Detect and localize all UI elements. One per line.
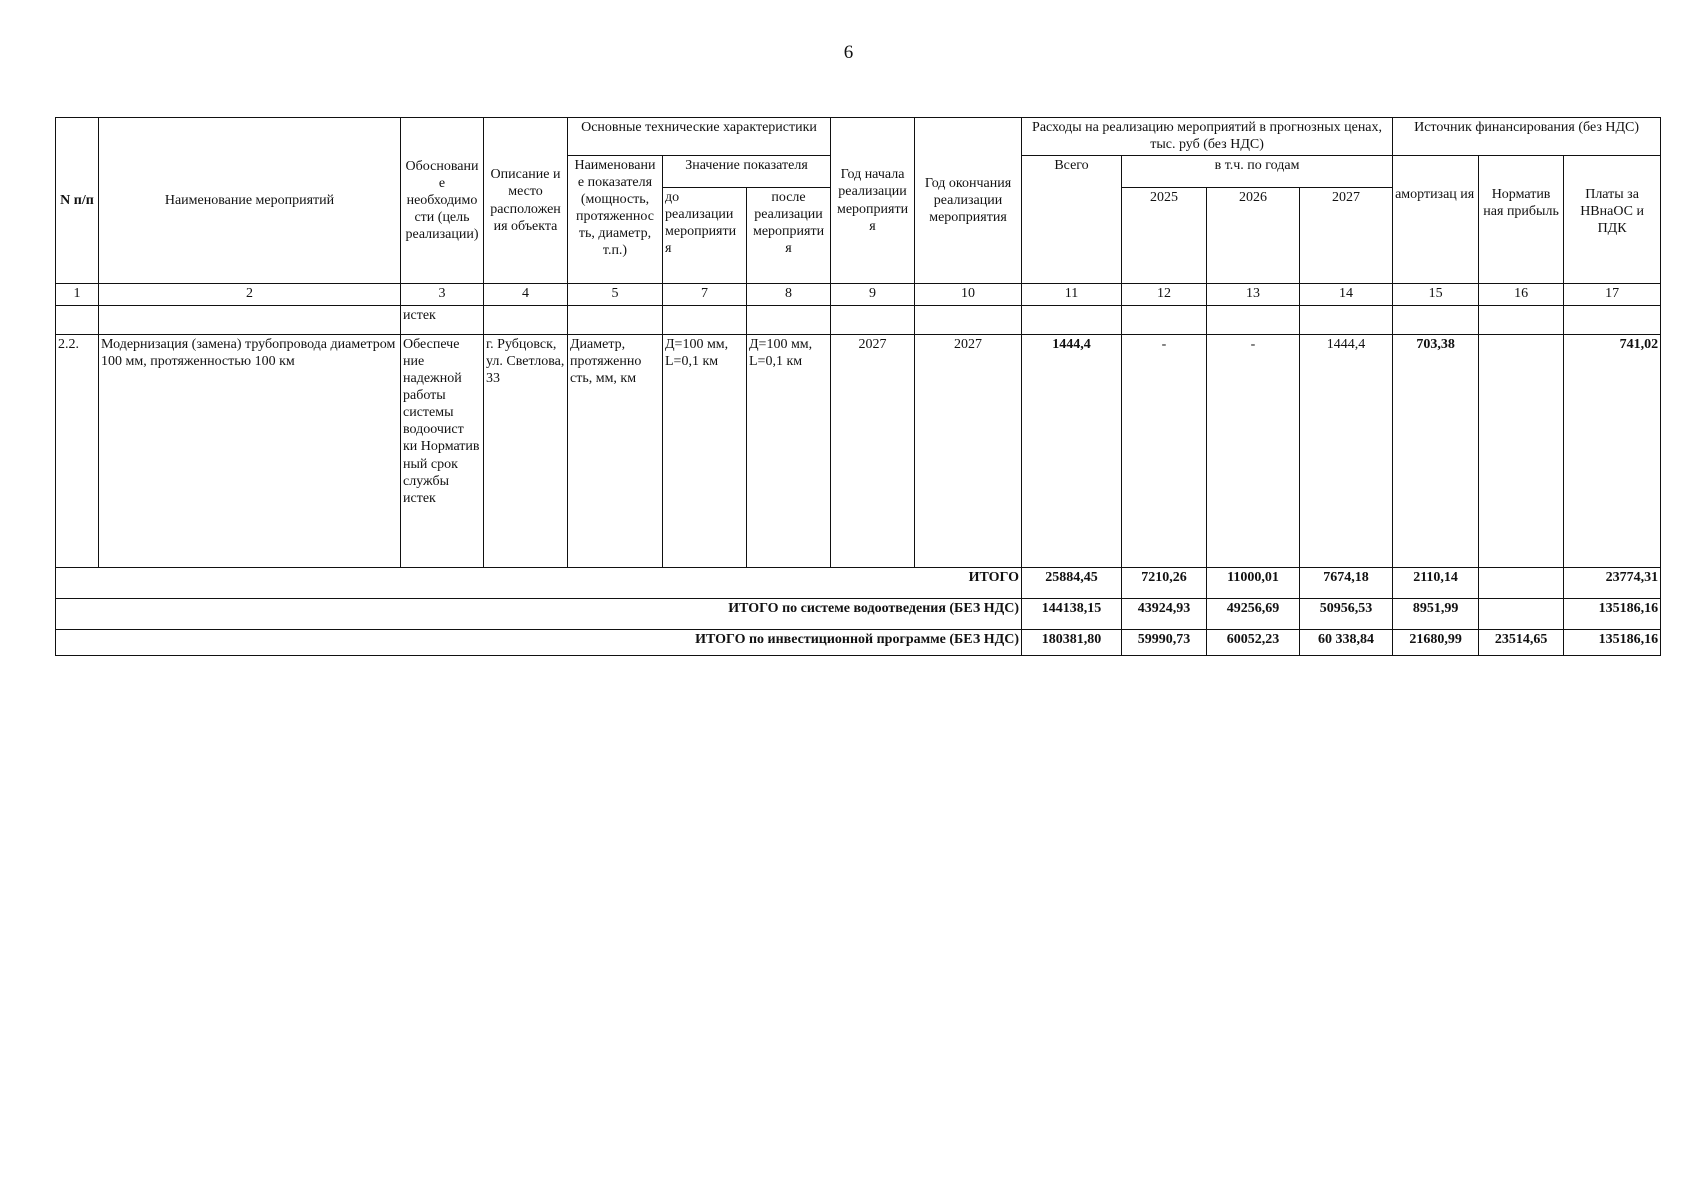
header-costs-group: Расходы на реализацию мероприятий в прогнозных ценах, тыс. руб (без НДС) <box>1022 118 1393 156</box>
header-after: после реализации мероприяти я <box>747 188 831 284</box>
row-justification: Обеспече ние надежной работы системы водоочист ки Норматив ный срок службы истек <box>401 335 484 568</box>
header-normative-profit: Норматив ная прибыль <box>1479 156 1564 284</box>
total-2025: 59990,73 <box>1122 630 1207 656</box>
header-total: Всего <box>1022 156 1122 284</box>
header-fees: Платы за НВнаОС и ПДК <box>1564 156 1661 284</box>
column-number: 8 <box>747 284 831 306</box>
column-number: 17 <box>1564 284 1661 306</box>
row-normative-profit <box>1479 335 1564 568</box>
column-number: 10 <box>915 284 1022 306</box>
total-normative-profit <box>1479 568 1564 599</box>
header-indicator-name: Наименовани е показателя (мощность, протяженнос ть, диаметр, т.п.) <box>568 156 663 284</box>
header-location: Описание и место расположен ия объекта <box>484 118 568 284</box>
header-by-years: в т.ч. по годам <box>1122 156 1393 188</box>
column-number: 9 <box>831 284 915 306</box>
row-indicator-name: Диаметр, протяженно сть, мм, км <box>568 335 663 568</box>
page-number: 6 <box>843 42 854 63</box>
column-number: 12 <box>1122 284 1207 306</box>
total-row-program <box>56 630 1661 656</box>
total-normative-profit: 23514,65 <box>1479 630 1564 656</box>
row-total: 1444,4 <box>1022 335 1122 568</box>
column-number: 5 <box>568 284 663 306</box>
total-2026: 11000,01 <box>1207 568 1300 599</box>
total-2026: 49256,69 <box>1207 599 1300 630</box>
column-number: 4 <box>484 284 568 306</box>
row-amortization: 703,38 <box>1393 335 1479 568</box>
header-n: N п/п <box>56 118 99 284</box>
total-2027: 7674,18 <box>1300 568 1393 599</box>
header-tech-group: Основные технические характеристики <box>568 118 831 156</box>
total-row-wastewater <box>56 599 1661 630</box>
header-justification: Обосновани е необходимо сти (цель реализации) <box>401 118 484 284</box>
column-number: 7 <box>663 284 747 306</box>
continuation-justification: истек <box>401 306 484 335</box>
header-row-1 <box>56 118 1661 156</box>
header-before: до реализации мероприяти я <box>663 188 747 284</box>
total-amortization: 21680,99 <box>1393 630 1479 656</box>
row-2026: - <box>1207 335 1300 568</box>
header-2026: 2026 <box>1207 188 1300 284</box>
total-row <box>56 568 1661 599</box>
row-2027: 1444,4 <box>1300 335 1393 568</box>
row-year-start: 2027 <box>831 335 915 568</box>
total-fees: 135186,16 <box>1564 599 1661 630</box>
row-fees: 741,02 <box>1564 335 1661 568</box>
total-fees: 23774,31 <box>1564 568 1661 599</box>
continuation-row <box>56 306 1661 335</box>
column-number: 14 <box>1300 284 1393 306</box>
total-amortization: 2110,14 <box>1393 568 1479 599</box>
total-2027: 50956,53 <box>1300 599 1393 630</box>
header-year-start: Год начала реализации мероприяти я <box>831 118 915 284</box>
total-2026: 60052,23 <box>1207 630 1300 656</box>
row-location: г. Рубцовск, ул. Светлова, 33 <box>484 335 568 568</box>
total-2025: 43924,93 <box>1122 599 1207 630</box>
total-label: ИТОГО по инвестиционной программе (БЕЗ НДС) <box>56 630 1022 656</box>
header-name: Наименование мероприятий <box>99 118 401 284</box>
total-2025: 7210,26 <box>1122 568 1207 599</box>
total-fees: 135186,16 <box>1564 630 1661 656</box>
header-amortization: амортизац ия <box>1393 156 1479 284</box>
column-number: 3 <box>401 284 484 306</box>
row-after: Д=100 мм, L=0,1 км <box>747 335 831 568</box>
column-number: 13 <box>1207 284 1300 306</box>
total-2027: 60 338,84 <box>1300 630 1393 656</box>
column-number-row <box>56 284 1661 306</box>
header-source-group: Источник финансирования (без НДС) <box>1393 118 1661 156</box>
row-2025: - <box>1122 335 1207 568</box>
total-sum: 144138,15 <box>1022 599 1122 630</box>
column-number: 15 <box>1393 284 1479 306</box>
table-row <box>56 335 1661 568</box>
column-number: 11 <box>1022 284 1122 306</box>
column-number: 16 <box>1479 284 1564 306</box>
total-sum: 180381,80 <box>1022 630 1122 656</box>
total-label: ИТОГО по системе водоотведения (БЕЗ НДС) <box>56 599 1022 630</box>
row-number: 2.2. <box>56 335 99 568</box>
row-before: Д=100 мм, L=0,1 км <box>663 335 747 568</box>
investment-table <box>55 117 1661 656</box>
column-number: 2 <box>99 284 401 306</box>
column-number: 1 <box>56 284 99 306</box>
row-name: Модернизация (замена) трубопровода диаметром 100 мм, протяженностью 100 км <box>99 335 401 568</box>
total-label: ИТОГО <box>56 568 1022 599</box>
header-year-end: Год окончания реализации мероприятия <box>915 118 1022 284</box>
total-sum: 25884,45 <box>1022 568 1122 599</box>
header-2027: 2027 <box>1300 188 1393 284</box>
header-2025: 2025 <box>1122 188 1207 284</box>
header-indicator-value: Значение показателя <box>663 156 831 188</box>
row-year-end: 2027 <box>915 335 1022 568</box>
total-amortization: 8951,99 <box>1393 599 1479 630</box>
total-normative-profit <box>1479 599 1564 630</box>
